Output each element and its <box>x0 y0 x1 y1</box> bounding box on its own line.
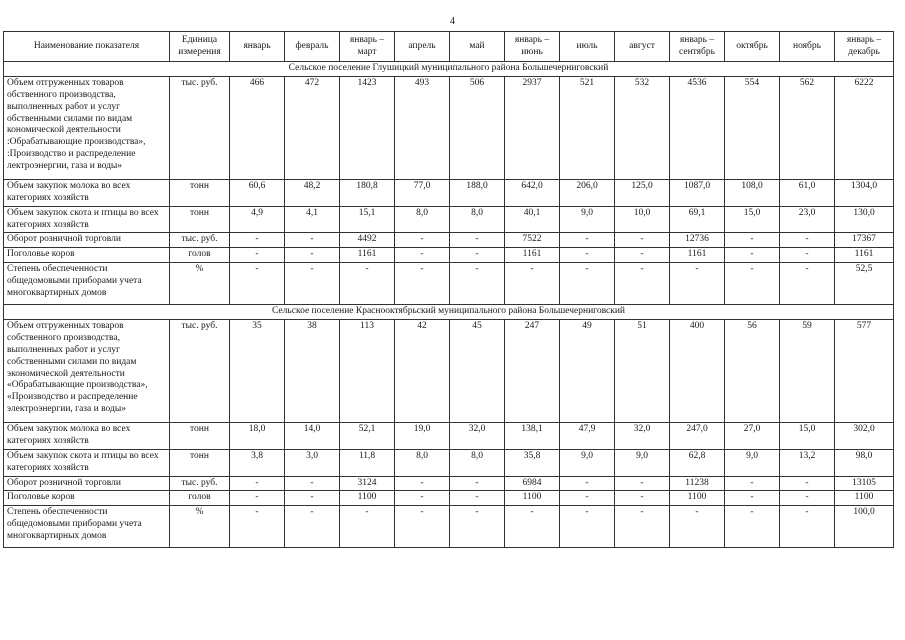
section-title: Сельское поселение Глушицкий муниципального района Большечерниговский <box>4 62 894 77</box>
value-cell: 1100 <box>670 491 725 506</box>
indicator-name: Объем закупок скота и птицы во всех категориях хозяйств <box>4 449 170 476</box>
value-cell: - <box>450 491 505 506</box>
value-cell: - <box>615 248 670 263</box>
value-cell: - <box>285 248 340 263</box>
value-cell: - <box>670 506 725 548</box>
value-cell: - <box>560 233 615 248</box>
indicator-name: Поголовье коров <box>4 248 170 263</box>
value-cell: 14,0 <box>285 423 340 450</box>
value-cell: 62,8 <box>670 449 725 476</box>
value-cell: - <box>285 506 340 548</box>
value-cell: 506 <box>450 76 505 179</box>
value-cell: - <box>725 491 780 506</box>
value-cell: - <box>230 263 285 305</box>
value-cell: - <box>505 506 560 548</box>
value-cell: 3,8 <box>230 449 285 476</box>
value-cell: - <box>615 491 670 506</box>
column-header-period: ноябрь <box>780 32 835 62</box>
unit-cell: тыс. руб. <box>170 76 230 179</box>
value-cell: - <box>450 506 505 548</box>
value-cell: 47,9 <box>560 423 615 450</box>
value-cell: - <box>395 491 450 506</box>
value-cell: 1161 <box>835 248 894 263</box>
value-cell: 9,0 <box>560 449 615 476</box>
value-cell: 4,9 <box>230 206 285 233</box>
indicator-name: Объем отгруженных товаров обственного производства, выполненных работ и услуг обственными силами по видам кономической деятельности :Обрабатывающие производства», :Производство и распределение лектроэнергии, газа и воды» <box>4 76 170 179</box>
unit-cell: тыс. руб. <box>170 320 230 423</box>
value-cell: - <box>780 233 835 248</box>
value-cell: 49 <box>560 320 615 423</box>
value-cell: - <box>725 506 780 548</box>
value-cell: - <box>505 263 560 305</box>
column-header-period: октябрь <box>725 32 780 62</box>
value-cell: 562 <box>780 76 835 179</box>
value-cell: 13105 <box>835 476 894 491</box>
table-row <box>4 263 894 305</box>
table-row <box>4 476 894 491</box>
value-cell: - <box>780 248 835 263</box>
value-cell: 247,0 <box>670 423 725 450</box>
value-cell: - <box>285 476 340 491</box>
indicator-name: Объем закупок молока во всех категориях хозяйств <box>4 423 170 450</box>
value-cell: 9,0 <box>725 449 780 476</box>
value-cell: - <box>780 476 835 491</box>
value-cell: 1100 <box>505 491 560 506</box>
value-cell: 69,1 <box>670 206 725 233</box>
table-row <box>4 248 894 263</box>
value-cell: - <box>230 233 285 248</box>
value-cell: 180,8 <box>340 179 395 206</box>
value-cell: - <box>615 506 670 548</box>
value-cell: 18,0 <box>230 423 285 450</box>
value-cell: 247 <box>505 320 560 423</box>
section-header-row <box>4 62 894 77</box>
value-cell: - <box>285 491 340 506</box>
column-header-period: январь – сентябрь <box>670 32 725 62</box>
value-cell: 6222 <box>835 76 894 179</box>
value-cell: - <box>780 263 835 305</box>
value-cell: 48,2 <box>285 179 340 206</box>
value-cell: 108,0 <box>725 179 780 206</box>
value-cell: - <box>615 233 670 248</box>
column-header-period: август <box>615 32 670 62</box>
value-cell: - <box>560 476 615 491</box>
value-cell: 8,0 <box>450 206 505 233</box>
value-cell: 51 <box>615 320 670 423</box>
value-cell: 400 <box>670 320 725 423</box>
value-cell: 577 <box>835 320 894 423</box>
table-row <box>4 206 894 233</box>
value-cell: 113 <box>340 320 395 423</box>
value-cell: 188,0 <box>450 179 505 206</box>
value-cell: 1100 <box>340 491 395 506</box>
value-cell: - <box>230 506 285 548</box>
indicator-name: Степень обеспеченности общедомовыми приборами учета многоквартирных домов <box>4 263 170 305</box>
column-header-period: июль <box>560 32 615 62</box>
table-row <box>4 423 894 450</box>
column-header-period: январь – март <box>340 32 395 62</box>
value-cell: - <box>725 263 780 305</box>
value-cell: - <box>450 476 505 491</box>
table-row <box>4 179 894 206</box>
page-number: 4 <box>450 16 455 27</box>
value-cell: 4492 <box>340 233 395 248</box>
value-cell: - <box>395 476 450 491</box>
value-cell: 15,1 <box>340 206 395 233</box>
value-cell: - <box>395 248 450 263</box>
value-cell: 42 <box>395 320 450 423</box>
value-cell: - <box>725 248 780 263</box>
value-cell: - <box>560 248 615 263</box>
column-header-period: январь <box>230 32 285 62</box>
table-body <box>4 62 894 548</box>
value-cell: 206,0 <box>560 179 615 206</box>
unit-cell: тонн <box>170 206 230 233</box>
value-cell: - <box>780 506 835 548</box>
value-cell: - <box>560 506 615 548</box>
value-cell: 125,0 <box>615 179 670 206</box>
value-cell: - <box>395 263 450 305</box>
value-cell: 32,0 <box>450 423 505 450</box>
unit-cell: голов <box>170 248 230 263</box>
value-cell: 56 <box>725 320 780 423</box>
value-cell: 35 <box>230 320 285 423</box>
value-cell: 12736 <box>670 233 725 248</box>
indicator-name: Поголовье коров <box>4 491 170 506</box>
unit-cell: % <box>170 506 230 548</box>
table-header-row <box>4 32 894 62</box>
value-cell: 98,0 <box>835 449 894 476</box>
value-cell: 19,0 <box>395 423 450 450</box>
value-cell: 10,0 <box>615 206 670 233</box>
indicator-name: Оборот розничной торговли <box>4 233 170 248</box>
value-cell: - <box>395 506 450 548</box>
value-cell: - <box>670 263 725 305</box>
unit-cell: тонн <box>170 449 230 476</box>
indicator-name: Объем закупок скота и птицы во всех категориях хозяйств <box>4 206 170 233</box>
value-cell: 61,0 <box>780 179 835 206</box>
table-row <box>4 320 894 423</box>
value-cell: 302,0 <box>835 423 894 450</box>
value-cell: 472 <box>285 76 340 179</box>
value-cell: 8,0 <box>395 206 450 233</box>
value-cell: 38 <box>285 320 340 423</box>
value-cell: 100,0 <box>835 506 894 548</box>
column-header-name: Наименование показателя <box>4 32 170 62</box>
unit-cell: тыс. руб. <box>170 476 230 491</box>
value-cell: 3,0 <box>285 449 340 476</box>
table-row <box>4 76 894 179</box>
value-cell: 60,6 <box>230 179 285 206</box>
value-cell: - <box>285 263 340 305</box>
table-row <box>4 233 894 248</box>
value-cell: 15,0 <box>780 423 835 450</box>
value-cell: 2937 <box>505 76 560 179</box>
value-cell: 138,1 <box>505 423 560 450</box>
value-cell: 1100 <box>835 491 894 506</box>
value-cell: 6984 <box>505 476 560 491</box>
unit-cell: % <box>170 263 230 305</box>
value-cell: - <box>450 248 505 263</box>
unit-cell: тонн <box>170 423 230 450</box>
section-title: Сельское поселение Краснооктябрьский муниципального района Большечерниговский <box>4 305 894 320</box>
value-cell: 554 <box>725 76 780 179</box>
column-header-period: май <box>450 32 505 62</box>
value-cell: 466 <box>230 76 285 179</box>
indicator-name: Оборот розничной торговли <box>4 476 170 491</box>
value-cell: 8,0 <box>450 449 505 476</box>
column-header-period: апрель <box>395 32 450 62</box>
statistics-table <box>3 31 894 548</box>
value-cell: - <box>780 491 835 506</box>
value-cell: - <box>230 248 285 263</box>
column-header-period: январь – июнь <box>505 32 560 62</box>
table-row <box>4 491 894 506</box>
value-cell: 59 <box>780 320 835 423</box>
value-cell: - <box>725 476 780 491</box>
value-cell: - <box>560 491 615 506</box>
value-cell: 11238 <box>670 476 725 491</box>
unit-cell: тонн <box>170 179 230 206</box>
value-cell: - <box>450 263 505 305</box>
value-cell: 532 <box>615 76 670 179</box>
value-cell: 23,0 <box>780 206 835 233</box>
value-cell: 77,0 <box>395 179 450 206</box>
value-cell: - <box>615 263 670 305</box>
value-cell: - <box>340 506 395 548</box>
value-cell: 17367 <box>835 233 894 248</box>
value-cell: 27,0 <box>725 423 780 450</box>
indicator-name: Объем отгруженных товаров собственного производства, выполненных работ и услуг собственными силами по видам экономической деятельности «Обрабатывающие производства», «Производство и распределение электроэнергии, газа и воды» <box>4 320 170 423</box>
value-cell: 1304,0 <box>835 179 894 206</box>
value-cell: 642,0 <box>505 179 560 206</box>
value-cell: 493 <box>395 76 450 179</box>
value-cell: 7522 <box>505 233 560 248</box>
column-header-unit: Единица измерения <box>170 32 230 62</box>
value-cell: 521 <box>560 76 615 179</box>
value-cell: - <box>340 263 395 305</box>
value-cell: - <box>285 233 340 248</box>
value-cell: 13,2 <box>780 449 835 476</box>
unit-cell: голов <box>170 491 230 506</box>
value-cell: 52,1 <box>340 423 395 450</box>
value-cell: 35,8 <box>505 449 560 476</box>
value-cell: 1423 <box>340 76 395 179</box>
value-cell: - <box>615 476 670 491</box>
unit-cell: тыс. руб. <box>170 233 230 248</box>
value-cell: 4536 <box>670 76 725 179</box>
value-cell: - <box>560 263 615 305</box>
value-cell: - <box>395 233 450 248</box>
value-cell: - <box>230 491 285 506</box>
value-cell: 52,5 <box>835 263 894 305</box>
indicator-name: Объем закупок молока во всех категориях хозяйств <box>4 179 170 206</box>
value-cell: 45 <box>450 320 505 423</box>
value-cell: 11,8 <box>340 449 395 476</box>
table-row <box>4 449 894 476</box>
value-cell: 32,0 <box>615 423 670 450</box>
section-header-row <box>4 305 894 320</box>
value-cell: 4,1 <box>285 206 340 233</box>
value-cell: 9,0 <box>560 206 615 233</box>
value-cell: - <box>450 233 505 248</box>
column-header-period: январь – декабрь <box>835 32 894 62</box>
value-cell: 1087,0 <box>670 179 725 206</box>
value-cell: 1161 <box>505 248 560 263</box>
table-row <box>4 506 894 548</box>
column-header-period: февраль <box>285 32 340 62</box>
value-cell: 8,0 <box>395 449 450 476</box>
value-cell: 15,0 <box>725 206 780 233</box>
value-cell: 3124 <box>340 476 395 491</box>
value-cell: 1161 <box>670 248 725 263</box>
value-cell: 9,0 <box>615 449 670 476</box>
value-cell: 1161 <box>340 248 395 263</box>
value-cell: 130,0 <box>835 206 894 233</box>
value-cell: - <box>230 476 285 491</box>
value-cell: - <box>725 233 780 248</box>
value-cell: 40,1 <box>505 206 560 233</box>
indicator-name: Степень обеспеченности общедомовыми приборами учета многоквартирных домов <box>4 506 170 548</box>
